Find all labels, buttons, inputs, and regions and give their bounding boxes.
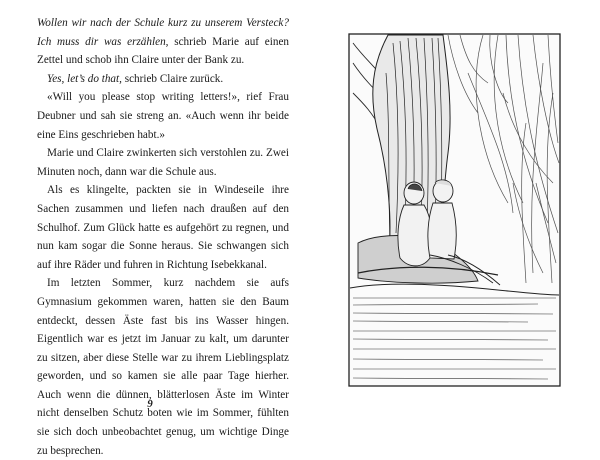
paragraph <box>37 70 289 89</box>
tree-with-two-girls-illustration-icon <box>348 33 561 387</box>
text-run: schrieb Claire zurück. <box>121 72 224 85</box>
page-number: 9 <box>147 398 153 410</box>
text-run: schrieb Marie auf einen Zettel und schob ihn Claire unter der Bank zu. <box>37 35 289 67</box>
text-run: Im letzten Sommer, kurz nachdem sie aufs Gymnasium gekommen waren, hatten sie den Baum entdeckt, dessen Äste fast bis ins Wasser hingen. Eigentlich war es jetzt im Januar zu kalt, um darunter zu sitzen, aber diese Stelle war zu ihrem Lieblingsplatz geworden, und so kamen sie alle paar Tage hierher. Auch wenn die dünnen, blätterlosen Äste im Winter nicht denselben Schutz boten wie im Sommer, fühlten sie sich doch unbeobachtet genug, um wichtige Dinge zu besprechen. <box>37 277 289 457</box>
paragraph <box>37 88 289 144</box>
italic-text-run: Wollen wir nach der Schule kurz zu unserem Versteck? Ich muss dir was erzählen, <box>37 17 289 48</box>
text-run: Als es klingelte, packten sie in Windeseile ihre Sachen zusammen und liefen nach draußen auf den Schulhof. Zum Glück hatte es aufgehört zu regnen, und nun kam sogar die Sonne heraus. Sie schwangen sich auf ihre Räder und fuhren in Richtung Isebekkanal. <box>37 184 289 271</box>
paragraph <box>37 144 289 181</box>
text-run: Marie und Claire zwinkerten sich verstohlen zu. Zwei Minuten noch, dann war die Schule aus. <box>37 147 289 178</box>
paragraph <box>37 181 289 274</box>
paragraph <box>37 14 289 70</box>
text-run: «Will you please stop writing letters!», rief Frau Deubner und sah sie streng an. «Auch wenn ihr beide eine Eins geschrieben habt.» <box>37 91 289 141</box>
illustration <box>348 33 561 387</box>
paragraph <box>37 274 289 460</box>
page-text <box>37 14 289 460</box>
italic-text-run: Yes, let’s do that, <box>47 72 122 85</box>
